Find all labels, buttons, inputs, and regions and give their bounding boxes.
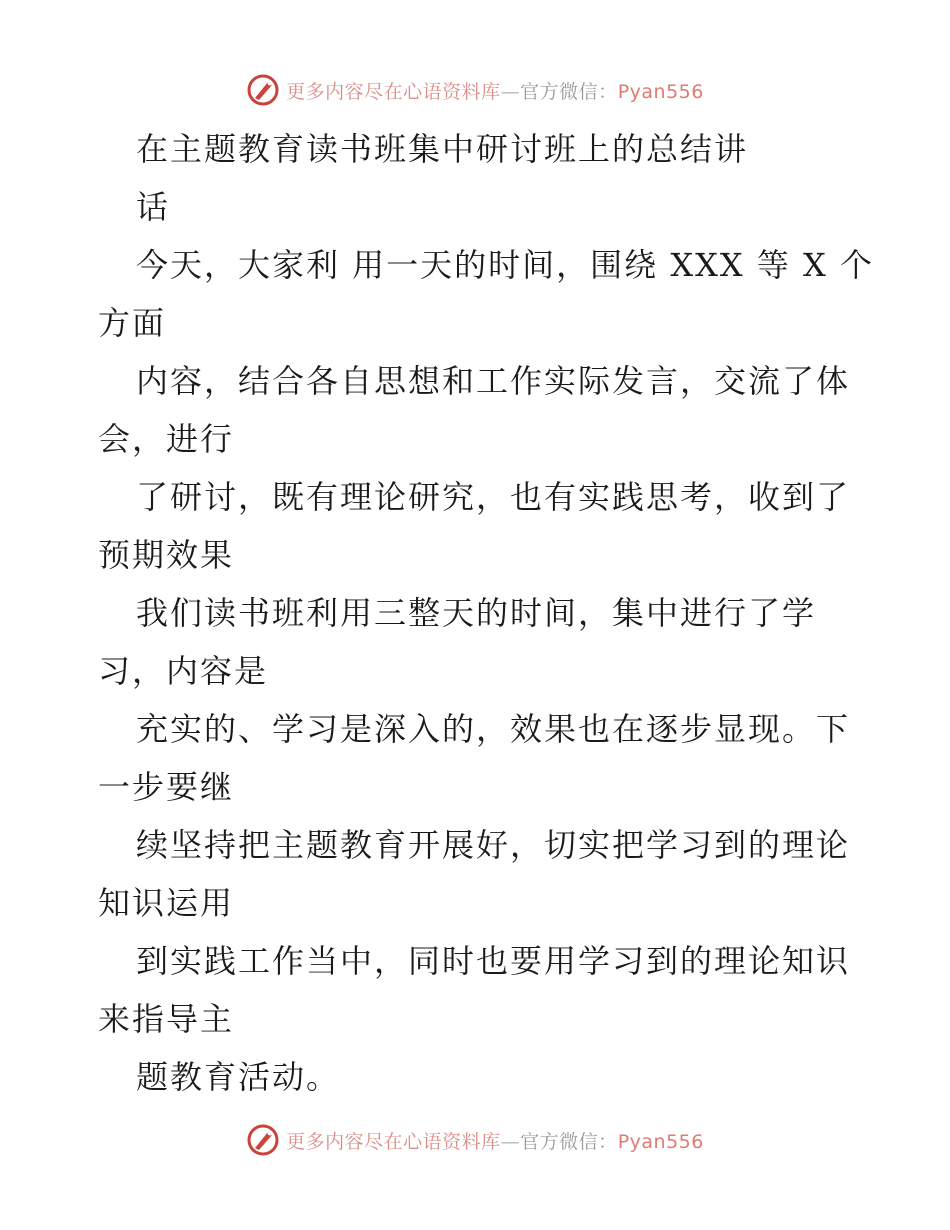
header-banner — [0, 70, 950, 110]
banner-wechat-label: 官方微信： — [520, 1130, 618, 1153]
banner-separator: — — [500, 1130, 521, 1153]
paragraph-line: 一步要继 — [98, 768, 235, 806]
paragraph-line: 我们读书班利用三整天的时间，集中进行了学 — [136, 594, 817, 632]
banner-text — [286, 1127, 704, 1154]
pen-logo-icon — [246, 73, 280, 107]
banner-site-text: 更多内容尽在心语资料库 — [286, 80, 501, 103]
paragraph-line: 充实的、学习是深入的，效果也在逐步显现。下 — [136, 710, 851, 748]
paragraph-line: 续坚持把主题教育开展好，切实把学习到的理论 — [136, 826, 851, 864]
paragraph-line: 了研讨，既有理论研究，也有实践思考，收到了 — [136, 478, 851, 516]
paragraph-line: 题教育活动。 — [136, 1058, 341, 1096]
document-title-line-1: 在主题教育读书班集中研讨班上的总结讲 — [136, 130, 749, 168]
paragraph-line: 内容，结合各自思想和工作实际发言，交流了体 — [136, 362, 851, 400]
banner-wechat-id: Pyan556 — [617, 80, 704, 103]
banner-site-text: 更多内容尽在心语资料库 — [286, 1130, 501, 1153]
paragraph-line: 预期效果 — [98, 536, 235, 574]
banner-text — [286, 77, 704, 104]
document-title-line-2: 话 — [136, 188, 171, 226]
paragraph-line: 来指导主 — [98, 1000, 235, 1038]
footer-banner — [0, 1120, 950, 1160]
paragraph-line: 知识运用 — [98, 884, 235, 922]
pen-logo-icon — [246, 1123, 280, 1157]
banner-wechat-label: 官方微信： — [520, 80, 618, 103]
paragraph-line: 今天，大家利 用一天的时间，围绕 XXX 等 X 个 — [136, 246, 874, 284]
paragraph-line: 方面 — [98, 304, 167, 342]
banner-separator: — — [500, 80, 521, 103]
paragraph-line: 习，内容是 — [98, 652, 269, 690]
paragraph-line: 到实践工作当中，同时也要用学习到的理论知识 — [136, 942, 851, 980]
banner-wechat-id: Pyan556 — [617, 1130, 704, 1153]
paragraph-line: 会，进行 — [98, 420, 235, 458]
